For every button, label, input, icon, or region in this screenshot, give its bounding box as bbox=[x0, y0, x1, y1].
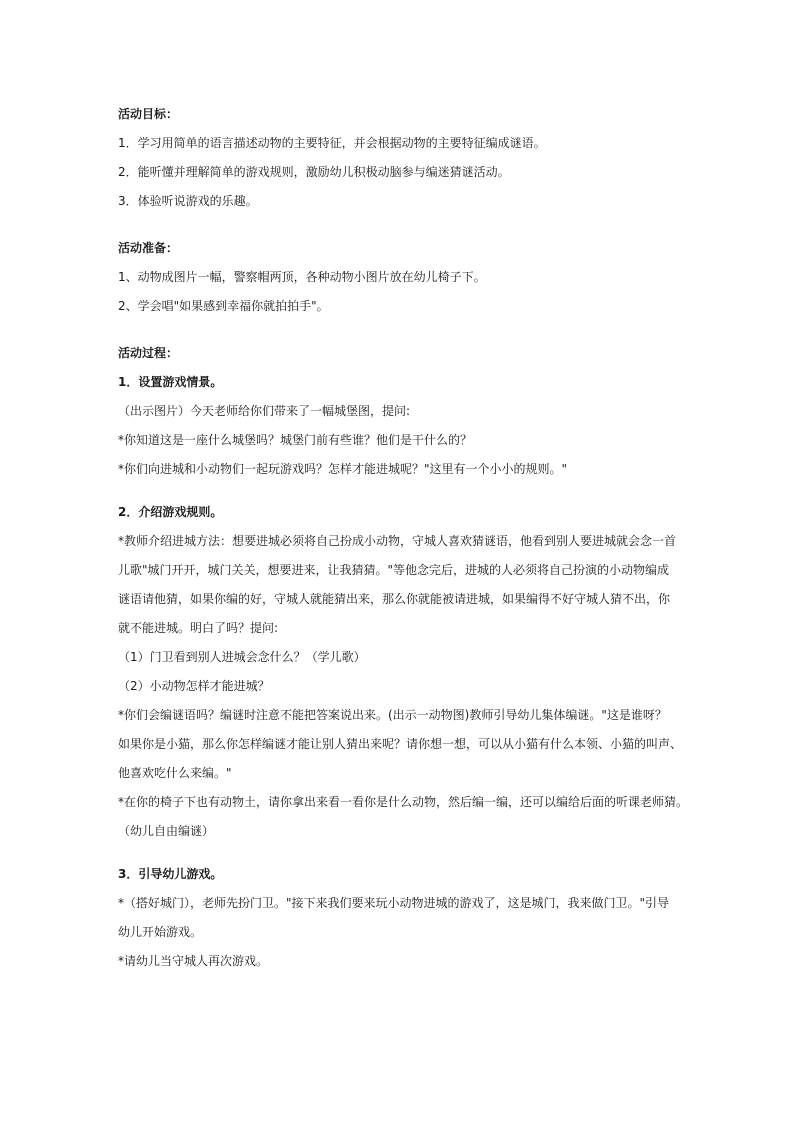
step1-line-2: *你知道这是一座什么城堡吗？城堡门前有些谁？他们是干什么的？ bbox=[118, 433, 473, 447]
prep-item-2: 2、学会唱"如果感到幸福你就拍拍手"。 bbox=[118, 299, 329, 313]
step2-line-2: 儿歌"城门开开，城门关关，想要进来，让我猜猜。"等他念完后，进城的人必须将自己扮演的小动物编成 bbox=[118, 563, 670, 577]
step3-line-1: *（搭好城门），老师先扮门卫。"接下来我们要来玩小动物进城的游戏了，这是城门，我来做门卫。"引导 bbox=[118, 896, 670, 910]
document-page bbox=[118, 100, 689, 976]
prep-heading: 活动准备： bbox=[118, 241, 179, 255]
process-heading: 活动过程： bbox=[118, 346, 179, 360]
step2-title: 2．介绍游戏规则。 bbox=[118, 505, 223, 519]
step2-line-8: 如果你是小猫，那么你怎样编谜才能让别人猜出来呢？请你想一想，可以从小猫有什么本领、小猫的叫声、 bbox=[118, 737, 683, 751]
step2-line-7: *你们会编谜语吗？编谜时注意不能把答案说出来。(出示一动物图)教师引导幼儿集体编谜。"这是谁呀？ bbox=[118, 708, 667, 722]
goals-item-1: 1．学习用简单的语言描述动物的主要特征，并会根据动物的主要特征编成谜语。 bbox=[118, 136, 546, 150]
step2-line-6: （2）小动物怎样才能进城？ bbox=[118, 679, 270, 693]
goals-item-3: 3．体验听说游戏的乐趣。 bbox=[118, 194, 258, 208]
step3-title: 3．引导幼儿游戏。 bbox=[118, 867, 223, 881]
step3-line-2: 幼儿开始游戏。 bbox=[118, 925, 203, 939]
section-spacer bbox=[118, 846, 678, 860]
prep-item-1: 1、动物成图片一幅，警察帽两顶，各种动物小图片放在幼儿椅子下。 bbox=[118, 270, 486, 284]
step1-line-3: *你们向进城和小动物们一起玩游戏吗？怎样才能进城呢？"这里有一个小小的规则。" bbox=[118, 462, 568, 476]
section-spacer bbox=[118, 216, 678, 234]
step2-line-11: （幼儿自由编谜） bbox=[118, 824, 215, 838]
step3-line-3: *请幼儿当守城人再次游戏。 bbox=[118, 954, 269, 968]
section-spacer bbox=[118, 484, 678, 498]
step1-line-1: （出示图片）今天老师给你们带来了一幅城堡图，提问: bbox=[118, 404, 411, 418]
goals-heading: 活动目标： bbox=[118, 107, 179, 121]
step2-line-1: *教师介绍进城方法：想要进城必须将自己扮成小动物，守城人喜欢猜谜语，他看到别人要进城就会念一首 bbox=[118, 534, 677, 548]
step2-line-3: 谜语请他猜，如果你编的好，守城人就能猜出来，那么你就能被请进城，如果编得不好守城人猜不出，你 bbox=[118, 592, 671, 606]
step2-line-10: *在你的椅子下也有动物土，请你拿出来看一看你是什么动物，然后编一编，还可以编给后面的听课老师猜。 bbox=[118, 795, 689, 809]
step1-title: 1．设置游戏情景。 bbox=[118, 375, 223, 389]
section-spacer bbox=[118, 321, 678, 339]
step2-line-9: 他喜欢吃什么来编。" bbox=[118, 766, 232, 780]
step2-line-4: 就不能进城。明白了吗？提问: bbox=[118, 621, 279, 635]
goals-item-2: 2．能听懂并理解简单的游戏规则，激励幼儿积极动脑参与编迷猜谜活动。 bbox=[118, 165, 510, 179]
step2-line-5: （1）门卫看到别人进城会念什么？（学儿歌） bbox=[118, 650, 366, 664]
